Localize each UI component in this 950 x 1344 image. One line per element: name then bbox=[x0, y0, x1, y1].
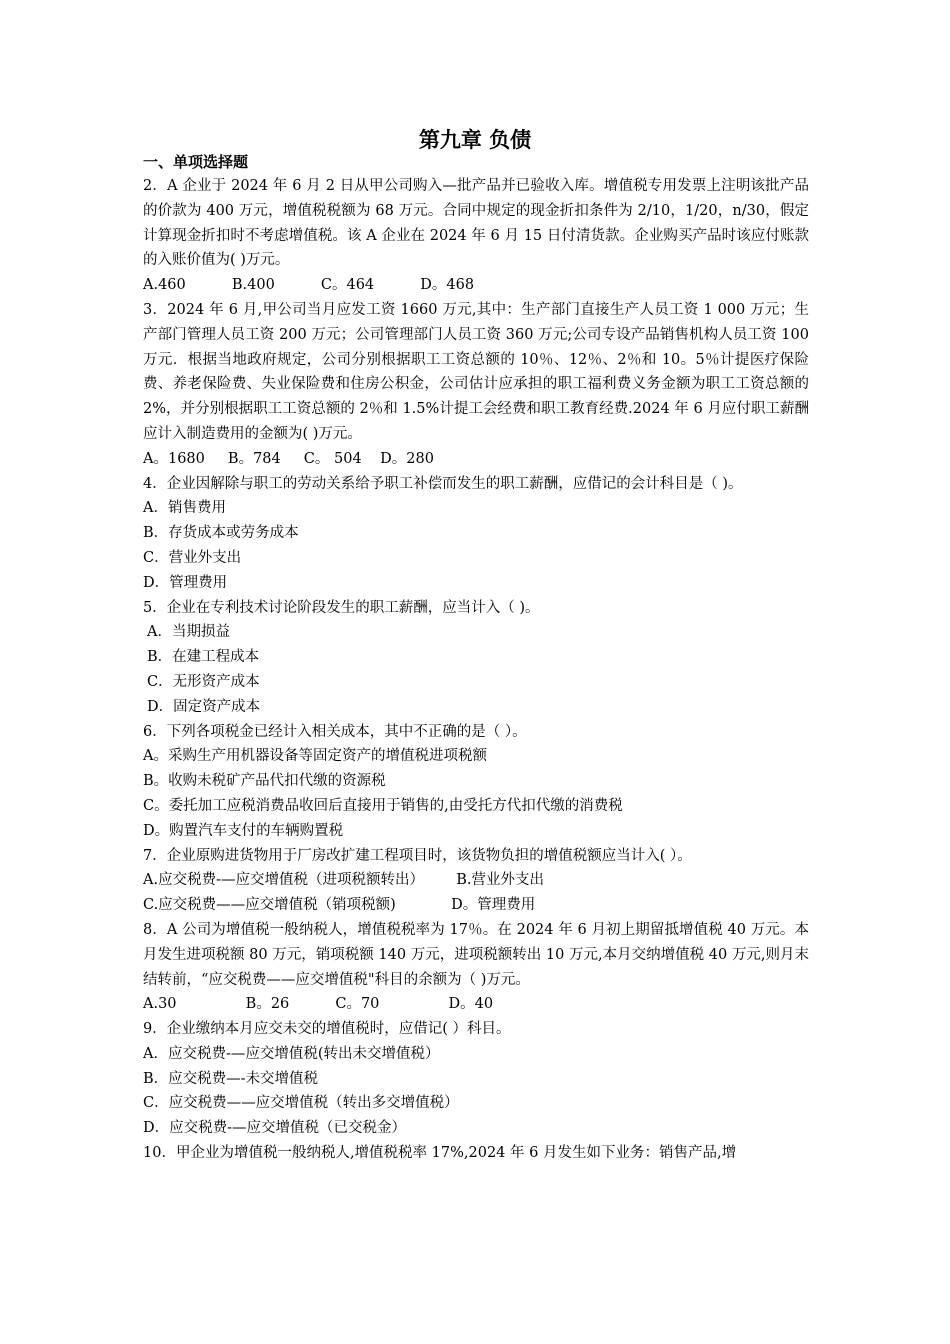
question-line: C。委托加工应税消费品收回后直接用于销售的,由受托方代扣代缴的消费税 bbox=[143, 797, 623, 814]
question-line: D。购置汽车支付的车辆购置税 bbox=[143, 822, 344, 839]
answer-options-row: C.应交税费——应交增值税（销项税额) D。管理费用 bbox=[143, 897, 536, 914]
question-line: D．应交税费-—应交增值税（已交税金） bbox=[143, 1120, 407, 1137]
question-line: 2．A 企业于 2024 年 6 月 2 日从甲公司购入—批产品并已验收入库。增值税专用发票上注明该批产品的价款为 400 万元，增值税税额为 68 万元。合同中规定的现金折扣条件为 2/10，1/20，n/30，假定计算现金折扣时不考虑增值税。该 A 企业在 2024 年 6 月 15 日付清货款。企业购买产品时该应付账款的入账价值为( )万元。 bbox=[143, 178, 809, 269]
question-line: 5．企业在专利技术讨论阶段发生的职工薪酬，应当计入（ )。 bbox=[143, 599, 540, 616]
question-line: B。收购未税矿产品代扣代缴的资源税 bbox=[143, 773, 386, 790]
question-line: A．销售费用 bbox=[143, 500, 226, 517]
answer-options-row: A.应交税费-—应交增值税（进项税额转出） B.营业外支出 bbox=[143, 872, 545, 889]
question-line: 7．企业原购进货物用于厂房改扩建工程项目时，该货物负担的增值税额应当计入( ）。 bbox=[143, 847, 692, 864]
question-line: B．应交税费—-未交增值税 bbox=[143, 1070, 319, 1087]
question-line: 3．2024 年 6 月,甲公司当月应发工资 1660 万元,其中：生产部门直接生产人员工资 1 000 万元；生产部门管理人员工资 200 万元；公司管理部门人员工资 360 万元;公司专设产品销售机构人员工资 100 万元．根据当地政府规定，公司分别根据职工工资总额的 10％、12％、2％和 10。5％计提医疗保险费、养老保险费、失业保险费和住房公积金，公司估计应承担的职工福利费义务金额为职工工资总额的 2%，并分别根据职工工资总额的 2％和 1.5%计提工会经费和职工教育经费.2024 年 6 月应付职工薪酬应计入制造费用的金额为( )万元。 bbox=[143, 301, 809, 442]
question-line: A．应交税费-—应交增值税(转出未交增值税） bbox=[143, 1045, 440, 1062]
question-line: D．固定资产成本 bbox=[147, 698, 261, 715]
question-line: C．应交税费——应交增值税（转出多交增值税） bbox=[143, 1095, 459, 1112]
question-line: D．管理费用 bbox=[143, 574, 228, 591]
question-line: A。采购生产用机器设备等固定资产的增值税进项税额 bbox=[143, 748, 487, 765]
answer-options-row: A.460 B.400 C。464 D。468 bbox=[143, 277, 475, 294]
chapter-title: 第九章 负债 bbox=[418, 128, 532, 152]
question-line: C．营业外支出 bbox=[143, 549, 242, 566]
question-line: 8．A 公司为增值税一般纳税人，增值税税率为 17％。在 2024 年 6 月初上期留抵增值税 40 万元。本月发生进项税额 80 万元，销项税额 140 万元，进项税额转出 10 万元,本月交纳增值税 40 万元,则月末结转前，“应交税费——应交增值税"科目的余额为（ )万元。 bbox=[143, 921, 809, 988]
question-line: 6．下列各项税金已经计入相关成本，其中不正确的是（ ）。 bbox=[143, 723, 527, 740]
answer-options-row: A。1680 B。784 C。 504 D。280 bbox=[143, 450, 434, 467]
question-line: 4．企业因解除与职工的劳动关系给予职工补偿而发生的职工薪酬，应借记的会计科目是（ )。 bbox=[143, 475, 743, 492]
answer-options-row: A.30 B。26 C。70 D。40 bbox=[143, 996, 494, 1013]
question-body bbox=[143, 174, 809, 1166]
question-line: B．在建工程成本 bbox=[147, 649, 260, 666]
question-line: C．无形资产成本 bbox=[147, 673, 260, 690]
question-line: A．当期损益 bbox=[147, 624, 230, 641]
question-line: 9．企业缴纳本月应交未交的增值税时，应借记( ）科目。 bbox=[143, 1021, 511, 1038]
question-line: 10．甲企业为增值税一般纳税人,增值税税率 17%,2024 年 6 月发生如下业务：销售产品,增 bbox=[143, 1145, 737, 1162]
section-heading: 一、单项选择题 bbox=[143, 153, 249, 171]
question-line: B．存货成本或劳务成本 bbox=[143, 525, 299, 542]
